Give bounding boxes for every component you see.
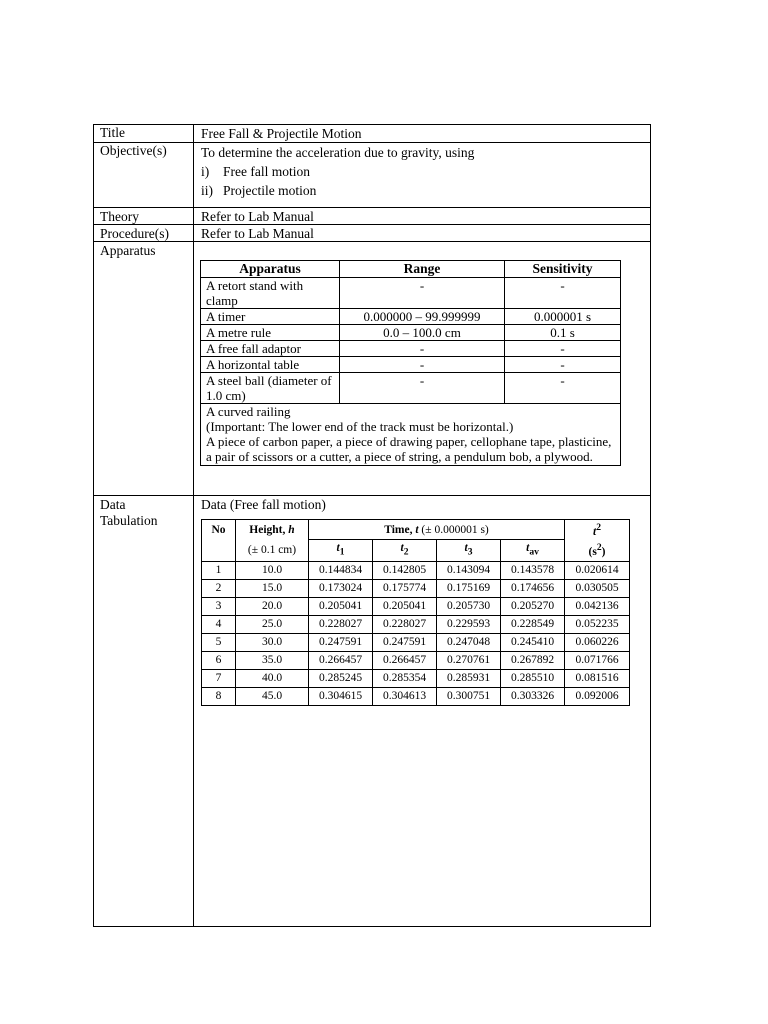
- cell-tav: 0.205270: [501, 597, 565, 615]
- cell-height: 35.0: [236, 651, 309, 669]
- cell-t2: 0.247591: [373, 633, 437, 651]
- cell-height: 45.0: [236, 687, 309, 705]
- apparatus-note: [201, 404, 621, 466]
- data-caption: Data (Free fall motion): [201, 497, 326, 512]
- objective-item-text: Free fall motion: [223, 164, 310, 179]
- objective-item-text: Projectile motion: [223, 183, 317, 198]
- title-value: Free Fall & Projectile Motion: [201, 126, 362, 141]
- apparatus-range: -: [340, 341, 505, 357]
- procedure-label: Procedure(s): [100, 226, 169, 241]
- cell-no: 2: [202, 579, 236, 597]
- data-subheader-row: [202, 540, 630, 561]
- cell-tsq: 0.071766: [565, 651, 630, 669]
- table-row: [202, 579, 630, 597]
- data-label: [100, 497, 158, 529]
- header-t1-sub: 1: [339, 546, 345, 558]
- header-no-cont: [202, 540, 236, 561]
- apparatus-row: [201, 325, 621, 341]
- cell-tav: 0.285510: [501, 669, 565, 687]
- cell-t3: 0.247048: [437, 633, 501, 651]
- cell-t3: 0.229593: [437, 615, 501, 633]
- header-tav-sub: av: [529, 546, 539, 558]
- apparatus-name: A timer: [201, 309, 340, 325]
- theory-label: Theory: [100, 209, 139, 224]
- apparatus-row: [201, 278, 621, 309]
- cell-height: 40.0: [236, 669, 309, 687]
- apparatus-sensitivity: -: [505, 341, 621, 357]
- header-tsq-symbol: t: [593, 525, 597, 538]
- cell-tav: 0.267892: [501, 651, 565, 669]
- cell-tav: 0.143578: [501, 561, 565, 579]
- objective-value: [201, 143, 474, 200]
- header-time: [309, 520, 565, 540]
- table-row: [202, 561, 630, 579]
- apparatus-row: [201, 357, 621, 373]
- table-row: [202, 669, 630, 687]
- apparatus-header-row: [201, 261, 621, 278]
- objective-list: [201, 162, 474, 200]
- objective-item: [201, 162, 474, 181]
- cell-t2: 0.142805: [373, 561, 437, 579]
- data-label-line: Tabulation: [100, 513, 158, 528]
- apparatus-header-sensitivity: Sensitivity: [505, 261, 621, 278]
- cell-no: 5: [202, 633, 236, 651]
- data-table-body: [202, 561, 630, 705]
- cell-t1: 0.304615: [309, 687, 373, 705]
- apparatus-sensitivity: -: [505, 357, 621, 373]
- table-row: [202, 597, 630, 615]
- cell-t1: 0.144834: [309, 561, 373, 579]
- cell-height: 15.0: [236, 579, 309, 597]
- cell-tav: 0.228549: [501, 615, 565, 633]
- cell-t3: 0.175169: [437, 579, 501, 597]
- cell-t3: 0.285931: [437, 669, 501, 687]
- cell-tav: 0.174656: [501, 579, 565, 597]
- lab-report-table: [93, 124, 651, 927]
- apparatus-note-row: [201, 404, 621, 466]
- cell-tsq: 0.052235: [565, 615, 630, 633]
- header-tsq-unit-close: ): [601, 546, 606, 559]
- objective-item-number: ii): [201, 183, 213, 198]
- cell-t3: 0.270761: [437, 651, 501, 669]
- header-t3-symbol: t: [464, 542, 468, 555]
- apparatus-row: [201, 309, 621, 325]
- table-row: [202, 633, 630, 651]
- row-divider: [94, 241, 650, 242]
- header-height-uncertainty: (± 0.1 cm): [236, 540, 309, 561]
- header-time-symbol: t: [415, 523, 419, 536]
- apparatus-name: A horizontal table: [201, 357, 340, 373]
- objective-item: [201, 181, 474, 200]
- header-height: [236, 520, 309, 540]
- header-t2: [373, 540, 437, 561]
- header-t1-symbol: t: [336, 542, 340, 555]
- apparatus-row: [201, 341, 621, 357]
- cell-t1: 0.266457: [309, 651, 373, 669]
- apparatus-header-range: Range: [340, 261, 505, 278]
- cell-tav: 0.303326: [501, 687, 565, 705]
- cell-t3: 0.300751: [437, 687, 501, 705]
- header-t3-sub: 3: [467, 546, 473, 558]
- apparatus-note-line: (Important: The lower end of the track must be horizontal.): [206, 419, 514, 434]
- table-row: [202, 615, 630, 633]
- cell-t1: 0.228027: [309, 615, 373, 633]
- cell-height: 25.0: [236, 615, 309, 633]
- cell-t2: 0.285354: [373, 669, 437, 687]
- header-tsq-unit: [565, 540, 630, 561]
- column-divider: [193, 125, 194, 926]
- cell-t1: 0.285245: [309, 669, 373, 687]
- cell-tsq: 0.081516: [565, 669, 630, 687]
- cell-t1: 0.205041: [309, 597, 373, 615]
- table-row: [202, 687, 630, 705]
- apparatus-name: A steel ball (diameter of 1.0 cm): [201, 373, 340, 404]
- header-tav-symbol: t: [526, 542, 530, 555]
- cell-no: 7: [202, 669, 236, 687]
- cell-tsq: 0.030505: [565, 579, 630, 597]
- apparatus-sensitivity: 0.1 s: [505, 325, 621, 341]
- header-tsq-unit-exponent: 2: [596, 542, 602, 554]
- cell-tsq: 0.020614: [565, 561, 630, 579]
- cell-tsq: 0.060226: [565, 633, 630, 651]
- header-tsq-unit-text: (s: [588, 546, 597, 559]
- cell-t2: 0.205041: [373, 597, 437, 615]
- objective-label: Objective(s): [100, 143, 167, 158]
- header-time-uncertainty: (± 0.000001 s): [418, 523, 489, 536]
- data-header-row: [202, 520, 630, 540]
- data-label-line: Data: [100, 497, 126, 512]
- cell-t1: 0.173024: [309, 579, 373, 597]
- apparatus-header-apparatus: Apparatus: [201, 261, 340, 278]
- header-time-text: Time,: [384, 523, 416, 536]
- apparatus-range: -: [340, 357, 505, 373]
- apparatus-range: 0.000000 – 99.999999: [340, 309, 505, 325]
- cell-t2: 0.175774: [373, 579, 437, 597]
- apparatus-range: -: [340, 373, 505, 404]
- procedure-value: Refer to Lab Manual: [201, 226, 314, 241]
- header-t1: [309, 540, 373, 561]
- header-t2-sub: 2: [403, 546, 409, 558]
- apparatus-range: -: [340, 278, 505, 309]
- apparatus-note-line: A piece of carbon paper, a piece of drawing paper, cellophane tape, plasticine, a pair of scissors or a cutter, a piece of string, a pendulum bob, a plywood.: [206, 434, 612, 464]
- apparatus-sensitivity: -: [505, 373, 621, 404]
- header-t2-symbol: t: [400, 542, 404, 555]
- theory-value: Refer to Lab Manual: [201, 209, 314, 224]
- cell-t3: 0.205730: [437, 597, 501, 615]
- header-t3: [437, 540, 501, 561]
- cell-t2: 0.266457: [373, 651, 437, 669]
- header-no: No: [202, 520, 236, 540]
- cell-tsq: 0.042136: [565, 597, 630, 615]
- cell-height: 10.0: [236, 561, 309, 579]
- row-divider: [94, 207, 650, 208]
- cell-tsq: 0.092006: [565, 687, 630, 705]
- title-label: Title: [100, 125, 126, 140]
- apparatus-name: A metre rule: [201, 325, 340, 341]
- header-height-symbol: h: [288, 523, 295, 536]
- cell-t2: 0.304613: [373, 687, 437, 705]
- cell-no: 4: [202, 615, 236, 633]
- header-tsq: [565, 520, 630, 540]
- cell-t2: 0.228027: [373, 615, 437, 633]
- objective-intro: To determine the acceleration due to gravity, using: [201, 145, 475, 160]
- apparatus-sensitivity: -: [505, 278, 621, 309]
- apparatus-table: [200, 260, 621, 466]
- apparatus-name: A free fall adaptor: [201, 341, 340, 357]
- cell-height: 20.0: [236, 597, 309, 615]
- row-divider: [94, 495, 650, 496]
- cell-t1: 0.247591: [309, 633, 373, 651]
- header-height-text: Height,: [249, 523, 289, 536]
- apparatus-name: A retort stand with clamp: [201, 278, 340, 309]
- apparatus-note-line: A curved railing: [206, 404, 291, 419]
- table-row: [202, 651, 630, 669]
- cell-t3: 0.143094: [437, 561, 501, 579]
- header-tsq-exponent: 2: [596, 522, 601, 533]
- row-divider: [94, 224, 650, 225]
- free-fall-data-table: [201, 519, 630, 706]
- cell-height: 30.0: [236, 633, 309, 651]
- cell-no: 1: [202, 561, 236, 579]
- cell-tav: 0.245410: [501, 633, 565, 651]
- cell-no: 8: [202, 687, 236, 705]
- cell-no: 6: [202, 651, 236, 669]
- objective-item-number: i): [201, 164, 210, 179]
- apparatus-label: Apparatus: [100, 243, 156, 258]
- apparatus-range: 0.0 – 100.0 cm: [340, 325, 505, 341]
- header-tav: [501, 540, 565, 561]
- apparatus-row: [201, 373, 621, 404]
- apparatus-sensitivity: 0.000001 s: [505, 309, 621, 325]
- cell-no: 3: [202, 597, 236, 615]
